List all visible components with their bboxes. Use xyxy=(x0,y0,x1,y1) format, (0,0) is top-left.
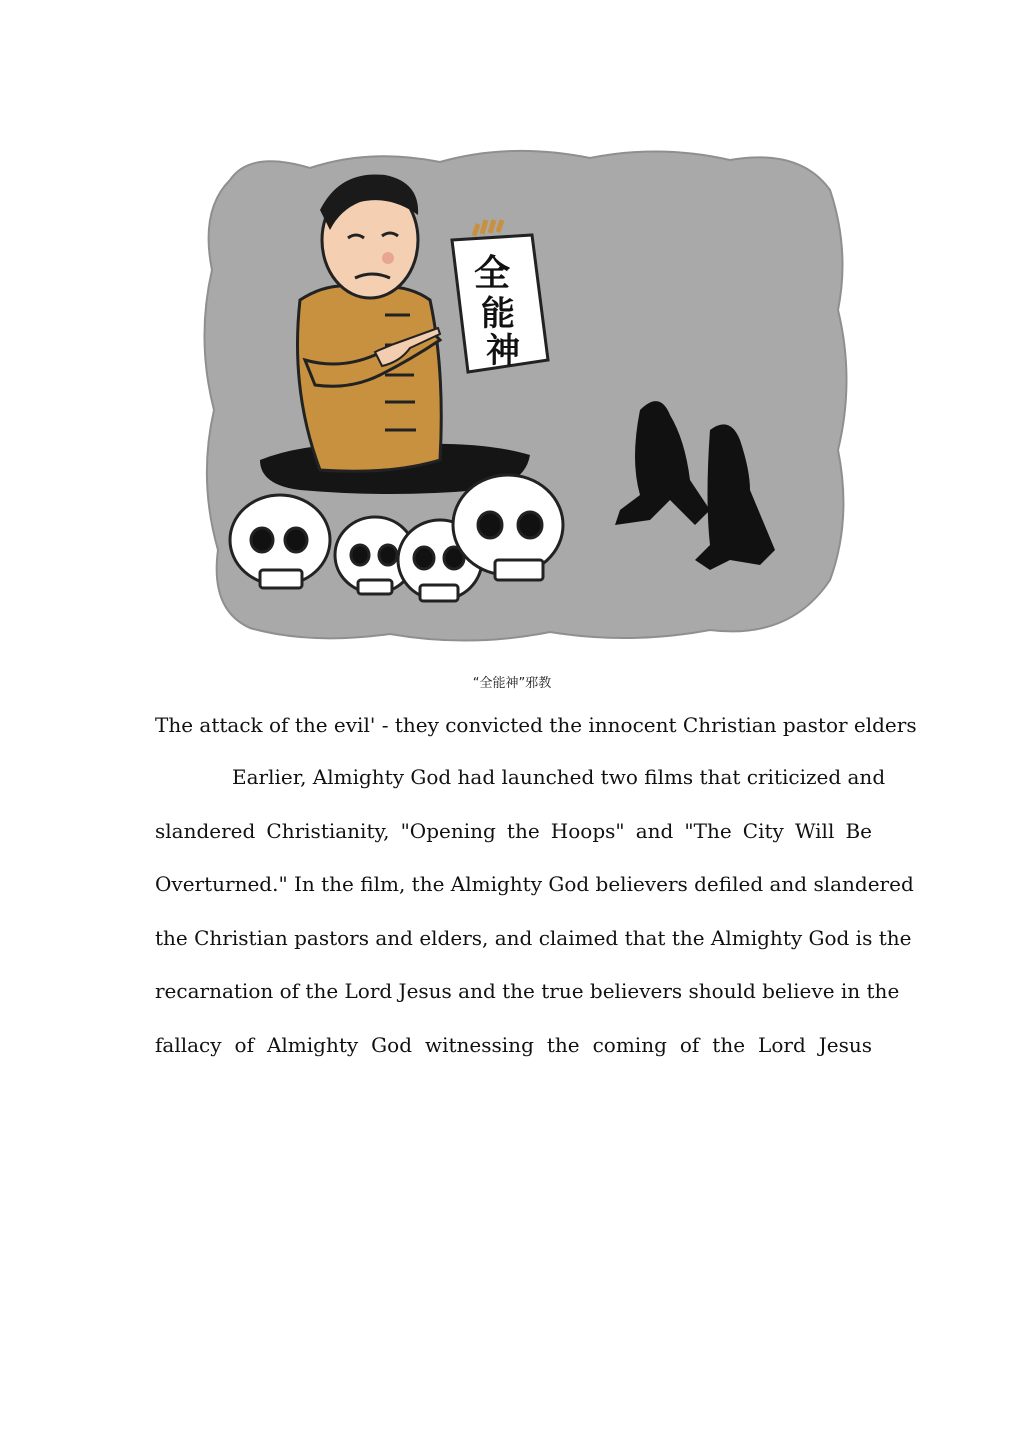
figure-caption: “全能神”邪教 xyxy=(472,676,552,691)
section-heading: The attack of the evil' - they convicted the innocent Christian pastor elders xyxy=(155,713,917,737)
body-paragraph xyxy=(155,751,914,1073)
paragraph-line-6: fallacy of Almighty God witnessing the coming of the Lord Jesus xyxy=(155,1032,872,1057)
sign-character-3: 神 xyxy=(486,331,520,371)
paragraph-line-5: recarnation of the Lord Jesus and the true believers should believe in the xyxy=(155,979,900,1004)
cartoon-svg xyxy=(190,140,850,650)
cartoon-illustration xyxy=(190,140,850,650)
paragraph-line-1: Earlier, Almighty God had launched two films that criticized and xyxy=(232,765,886,789)
paragraph-line-4: the Christian pastors and elders, and claimed that the Almighty God is the xyxy=(155,925,912,950)
sign-character-1: 全 xyxy=(473,253,511,294)
skull-1 xyxy=(230,495,330,588)
paper-sign xyxy=(452,220,548,372)
sign-character-2: 能 xyxy=(481,294,515,334)
paragraph-line-2: slandered Christianity, "Opening the Hoops" and "The City Will Be xyxy=(155,818,872,843)
paragraph-line-3: Overturned." In the film, the Almighty God believers defiled and slandered xyxy=(155,872,914,897)
